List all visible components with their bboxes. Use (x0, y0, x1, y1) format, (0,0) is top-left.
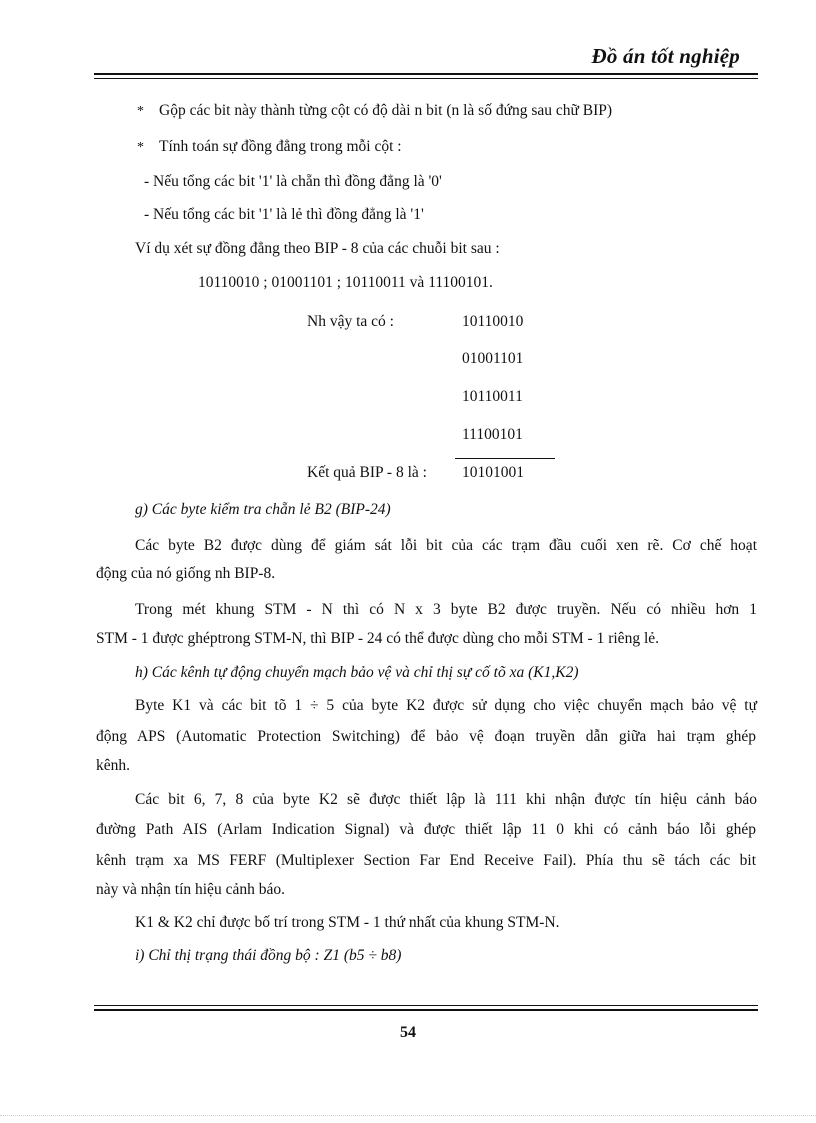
section-i-heading: i) Chỉ thị trạng thái đồng bộ : Z1 (b5 ÷ b8) (135, 947, 402, 964)
section-g-heading: g) Các byte kiểm tra chẵn lẻ B2 (BIP-24) (135, 501, 391, 518)
page-edge (0, 1115, 816, 1116)
section-h-p1-line: động APS (Automatic Protection Switching) để bảo vệ đoạn truyền dẫn giữa hai trạm ghép (96, 728, 756, 745)
example-intro: Ví dụ xét sự đồng đẳng theo BIP - 8 của các chuỗi bit sau : (135, 240, 500, 257)
bullet-text: Tính toán sự đồng đẳng trong mỗi cột : (159, 138, 402, 155)
section-h-p1-line: kênh. (96, 757, 131, 774)
section-h-heading: h) Các kênh tự động chuyển mạch bảo vệ và chỉ thị sự cố tõ xa (K1,K2) (135, 664, 579, 681)
section-h-p3: K1 & K2 chỉ được bố trí trong STM - 1 thứ nhất của khung STM-N. (135, 914, 560, 931)
bit-row: 10110011 (462, 388, 523, 405)
header-rule (94, 73, 758, 75)
bullet-item (137, 137, 402, 158)
bullet-text: Gộp các bit này thành từng cột có độ dài n bit (n là số đứng sau chữ BIP) (159, 102, 613, 119)
section-g-p1-line: động của nó giống nh BIP-8. (96, 565, 276, 582)
example-result-label: Kết quả BIP - 8 là : (307, 464, 427, 481)
bit-row: 10110010 (462, 313, 524, 330)
bullet-asterisk: * (137, 104, 144, 119)
header-rule-thin (94, 78, 758, 79)
section-h-p2-line: đường Path AIS (Arlam Indication Signal) và được thiết lập 11 0 khi có cảnh báo lỗi ghép (96, 821, 756, 838)
section-h-p2-line: Các bit 6, 7, 8 của byte K2 sẽ được thiết lập là 111 khi nhận được tín hiệu cảnh báo (135, 791, 757, 808)
bullet-item (137, 101, 612, 122)
bullet-asterisk: * (137, 140, 144, 155)
header-title: Đồ án tốt nghiệp (591, 44, 740, 68)
footer-rule-thin (94, 1005, 758, 1006)
bit-row: 01001101 (462, 350, 524, 367)
example-so-label: Nh vậy ta có : (307, 313, 394, 330)
bit-row: 11100101 (462, 426, 523, 443)
section-h-p2-line: kênh trạm xa MS FERF (Multiplexer Section Far End Receive Fail). Phía thu sẽ tách các bit (96, 852, 756, 869)
section-g-p1-line: Các byte B2 được dùng để giám sát lỗi bit của các trạm đầu cuối xen rẽ. Cơ chế hoạt (135, 537, 757, 554)
example-sequence: 10110010 ; 01001101 ; 10110011 và 11100101. (198, 274, 493, 291)
sub-item-even: - Nếu tổng các bit '1' là chẵn thì đồng đẳng là '0' (144, 173, 442, 190)
footer-rule (94, 1009, 758, 1011)
page-number: 54 (400, 1024, 416, 1041)
sum-rule (455, 458, 555, 459)
sub-item-odd: - Nếu tổng các bit '1' là lẻ thì đồng đẳng là '1' (144, 206, 424, 223)
section-g-p2-line: STM - 1 được ghéptrong STM-N, thì BIP - 24 có thể được dùng cho mỗi STM - 1 riêng lẻ. (96, 630, 660, 647)
section-h-p1-line: Byte K1 và các bit tõ 1 ÷ 5 của byte K2 được sử dụng cho việc chuyển mạch bảo vệ tự (135, 697, 757, 714)
section-g-p2-line: Trong mét khung STM - N thì có N x 3 byte B2 được truyền. Nếu có nhiều hơn 1 (135, 601, 757, 618)
section-h-p2-line: này và nhận tín hiệu cảnh báo. (96, 881, 285, 898)
example-result-value: 10101001 (462, 464, 524, 481)
